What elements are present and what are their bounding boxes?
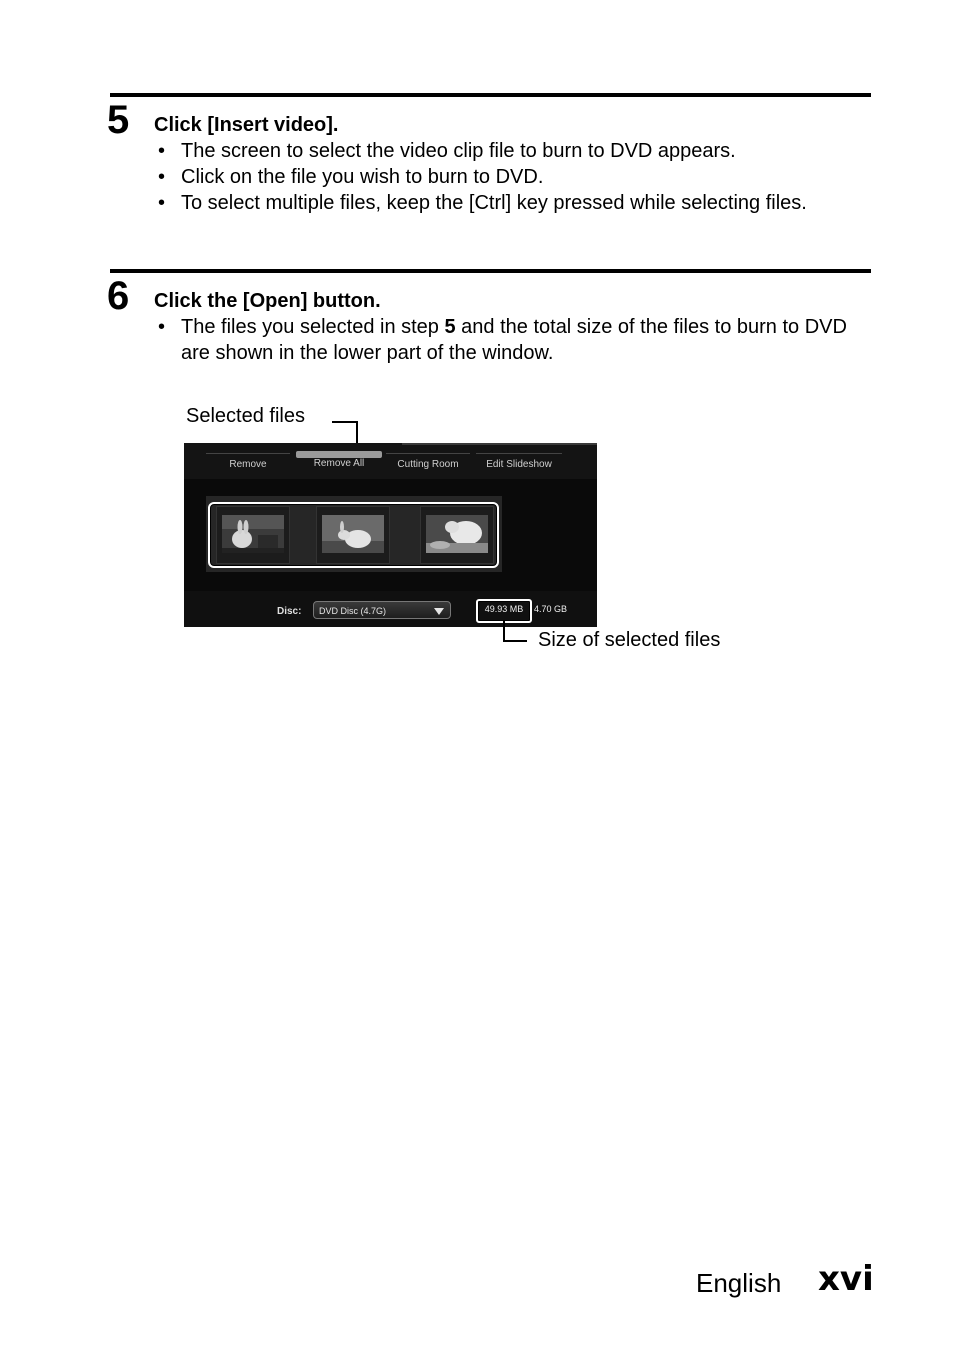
bullet-dot-icon: • — [158, 166, 166, 188]
toolbar-divider — [402, 443, 597, 445]
step-6-title: Click the [Open] button. — [154, 290, 381, 312]
step-6-number: 6 — [107, 274, 130, 318]
callout-line — [503, 640, 527, 642]
list-item: • The files you selected in step 5 and the total size of the files to burn to DVD are shown in the lower part of the window. — [158, 316, 847, 364]
callout-line — [332, 421, 358, 423]
step-5-number: 5 — [107, 98, 130, 142]
step-5-rule — [110, 93, 871, 97]
callout-line — [503, 620, 505, 642]
software-screenshot — [184, 443, 597, 627]
bullet-dot-icon: • — [158, 140, 166, 162]
chevron-down-icon — [434, 608, 444, 615]
edit-slideshow-button[interactable]: Edit Slideshow — [476, 453, 562, 476]
list-item: • Click on the file you wish to burn to DVD. — [158, 166, 544, 188]
callout-size-of-selected-files: Size of selected files — [538, 629, 721, 651]
footer-language: English — [696, 1268, 782, 1298]
remove-all-button[interactable]: Remove All — [296, 453, 382, 475]
cutting-room-button[interactable]: Cutting Room — [386, 453, 470, 476]
disc-select[interactable]: DVD Disc (4.7G) — [313, 601, 451, 619]
step-5-bullets — [154, 138, 874, 216]
bullet-dot-icon: • — [158, 316, 166, 338]
disc-capacity-value: 4.70 GB — [534, 604, 568, 614]
selected-size-value: 49.93 MB — [484, 604, 524, 614]
remove-button[interactable]: Remove — [206, 453, 290, 476]
bullet-dot-icon: • — [158, 192, 166, 214]
page-number: xvi — [818, 1259, 874, 1299]
list-item: • The screen to select the video clip file to burn to DVD appears. — [158, 140, 736, 162]
step-5-title: Click [Insert video]. — [154, 114, 339, 136]
step-6-rule — [110, 269, 871, 273]
step-6-bullets — [154, 314, 874, 366]
list-item: • To select multiple files, keep the [Ctrl] key pressed while selecting files. — [158, 192, 807, 214]
disc-label: Disc: — [277, 606, 302, 617]
callout-selected-files: Selected files — [186, 405, 305, 427]
selected-files-highlight — [208, 502, 499, 568]
